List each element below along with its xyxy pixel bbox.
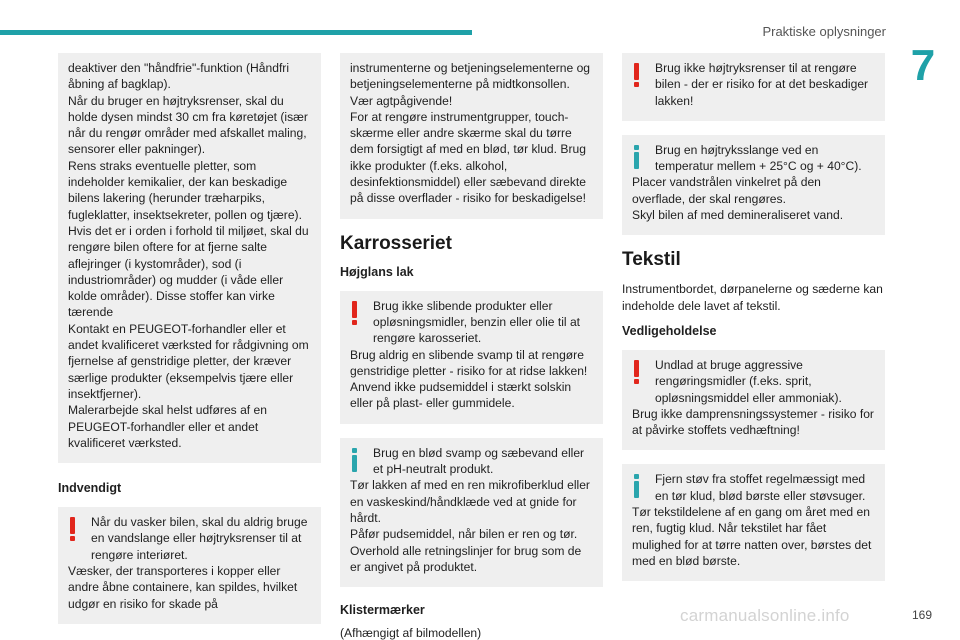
continued-note-box [58, 53, 321, 463]
section-title: Praktiske oplysninger [762, 24, 886, 39]
header-accent-bar [0, 30, 472, 35]
warning-text: Brug ikke højtryksrenser til at rengøre bilen - der er risiko for at det beskadiger lakken! [655, 61, 869, 108]
warning-box [340, 291, 603, 424]
warning-box [622, 53, 885, 121]
page-number: 169 [911, 608, 932, 622]
warning-text: Undlad at bruge aggressive rengøringsmidler (f.eks. sprit, opløsningsmiddel eller ammoniak). [655, 357, 842, 405]
warning-icon [634, 360, 640, 384]
heading-indvendigt: Indvendigt [58, 481, 122, 496]
subheading-hojglans: Højglans lak [340, 264, 414, 279]
warning-text: Brug ikke slibende produkter eller opløsningsmidler, benzin eller olie til at rengøre karosseriet. [373, 298, 581, 346]
column-3 [622, 53, 885, 595]
note-line: Når du bruger en højtryksrenser, skal du holde dysen mindst 30 cm fra køretøjet (især når du rengør områder med afskallet maling, sensorer eller pakninger). [68, 93, 308, 157]
warning-text: Anvend ikke pudsemiddel i stærkt solskin eller på plast- eller gummidele. [350, 380, 572, 411]
info-text: Skyl bilen af med demineraliseret vand. [632, 208, 844, 223]
info-text: Brug en højtryksslange ved en temperatur mellem + 25°C og + 40°C). [655, 142, 862, 174]
column-2 [340, 53, 603, 640]
heading-tekstil: Tekstil [622, 249, 681, 271]
klister-text: (Afhængigt af bilmodellen) [340, 626, 482, 640]
info-text: Brug en blød svamp og sæbevand eller et pH-neutralt produkt. [373, 445, 585, 477]
info-text: Overhold alle retningslinjer for brug som de er angivet på produktet. [350, 543, 582, 574]
subheading-klistermaerker: Klistermærker [340, 603, 425, 618]
watermark: carmanualsonline.info [680, 606, 850, 625]
info-icon [352, 448, 358, 472]
note-line: Hvis det er i orden i forhold til miljøet, skal du rengøre bilen oftere for at fjerne salte aflejringer (i kystområder), sod (i industriområder) og mudder (i våde eller kolde områder). Disse stoffer kan virke tærende [68, 223, 309, 320]
warning-text: Brug aldrig en slibende svamp til at rengøre genstridige pletter - risiko for at ridse lakken! [350, 347, 588, 378]
info-box [340, 438, 603, 587]
heading-karrosseriet: Karrosseriet [340, 232, 452, 254]
warning-text: Brug ikke damprensningssystemer - risiko for at påvirke stoffets vedhæftning! [632, 406, 874, 438]
info-text: Placer vandstrålen vinkelret på den overflade, der skal rengøres. [632, 175, 821, 206]
subheading-vedligeholdelse: Vedligeholdelse [622, 323, 717, 338]
info-text: Tør tekstildelene af en gang om året med en ren, fugtig klud. Når tekstilet har fået mulighed for at tørre natten over, børstes det med en blød børste. [632, 505, 872, 568]
info-box [622, 135, 885, 235]
continued-note-box [340, 53, 603, 219]
note-line: instrumenterne og betjeningselementerne og betjeningselementerne på midtkonsollen. Vær agtpågivende! [350, 61, 591, 108]
warning-icon [70, 517, 76, 541]
note-line: Kontakt en PEUGEOT-forhandler eller et andet kvalificeret værksted for rådgivning om fjernelse af genstridige pletter, der kræver særlige produkter (eksempelvis tjære eller insektfjerner). [68, 321, 309, 401]
warning-icon [634, 63, 640, 87]
note-line: Rens straks eventuelle pletter, som indeholder kemikalier, der kan beskadige bilens lakering (herunder træharpiks, fugleklatter, insektsekreter, pollen og tjære). [68, 158, 302, 222]
warning-box [58, 507, 321, 624]
info-text: Fjern støv fra stoffet regelmæssigt med en tør klud, blød børste eller støvsuger. [655, 472, 866, 503]
info-text: Tør lakken af med en ren mikrofiberklud eller en vaskeskind/håndklæde ved at gnide for hårdt. [350, 478, 590, 525]
info-box [622, 464, 885, 581]
info-icon [634, 474, 640, 498]
warning-icon [352, 301, 358, 325]
column-1 [58, 53, 321, 638]
note-line: deaktiver den "håndfrie"-funktion (Håndfri åbning af bagklap). [68, 61, 290, 92]
chapter-number: 7 [910, 41, 936, 90]
note-line: For at rengøre instrumentgrupper, touch-skærme eller andre skærme skal du tørre dem forsigtigt af med en blød, tør klud. Brug ikke produkter (f.eks. alkohol, desinfektionsmiddel) eller sæbevand direkte på disse overflader - risiko for beskadigelse! [350, 109, 586, 206]
warning-box [622, 350, 885, 450]
tekstil-intro: Instrumentbordet, dørpanelerne og sæderne kan indeholde dele lavet af tekstil. [622, 282, 883, 313]
info-icon [634, 145, 640, 169]
info-text: Påfør pudsemiddel, når bilen er ren og tør. [350, 527, 578, 542]
note-line: Malerarbejde skal helst udføres af en PEUGEOT-forhandler eller et andet kvalificeret værksted. [68, 403, 267, 450]
warning-text: Når du vasker bilen, skal du aldrig bruge en vandslange eller højtryksrenser til at rengøre interiøret. [91, 515, 308, 562]
warning-text: Væsker, der transporteres i kopper eller andre åbne containere, kan spildes, hvilket udgør en risiko for skade på [68, 564, 298, 611]
